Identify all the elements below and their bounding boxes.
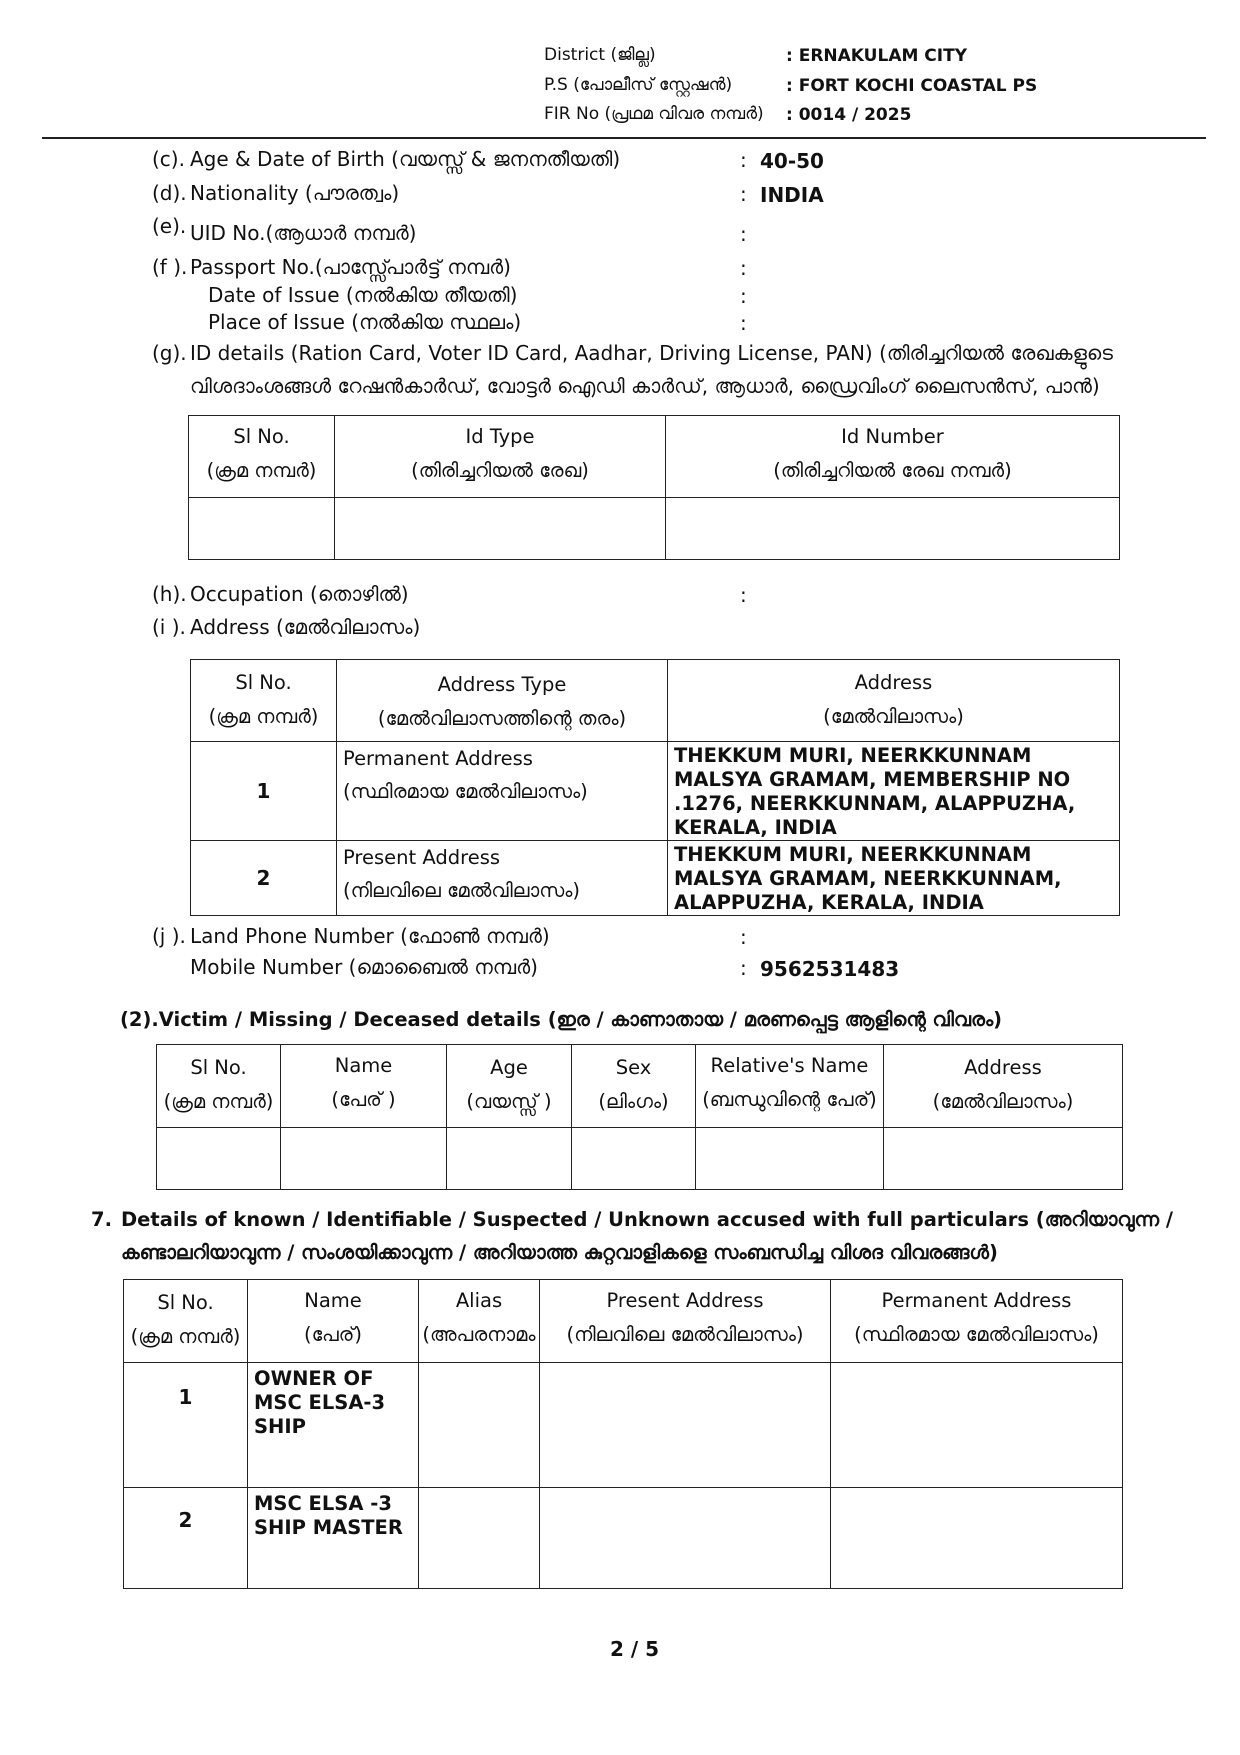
passport-issue-date-label: Date of Issue (നൽകിയ തീയതി): [208, 283, 518, 307]
address-row-2-type: Present Address (നിലവിലെ മേൽവിലാസം): [337, 841, 668, 916]
id-details-marker: (g).: [152, 341, 187, 365]
table-cell: [447, 1128, 572, 1190]
victim-section-title: (2).Victim / Missing / Deceased details (ഇര / കാണാതായ / മരണപ്പെട്ട ആളിന്റെ വിവരം): [120, 1008, 1003, 1031]
accused-section-number: 7.: [91, 1208, 112, 1231]
fir-number-label: FIR No (പ്രഥമ വിവര നമ്പർ): [544, 104, 764, 124]
table-cell: [696, 1128, 884, 1190]
address-row-2-sl: 2: [191, 841, 337, 916]
address-marker: (i ).: [152, 615, 186, 639]
victim-col-address: Address (മേൽവിലാസം): [884, 1045, 1123, 1128]
table-header-row: [189, 416, 1120, 498]
accused-col-permanent-address: Permanent Address (സ്ഥിരമായ മേൽവിലാസം): [831, 1280, 1123, 1363]
passport-colon: :: [740, 256, 747, 280]
passport-label: Passport No.(പാസ്സ്പോർട്ട് നമ്പർ): [190, 255, 511, 279]
address-col-type: Address Type (മേൽവിലാസത്തിന്റെ തരം): [337, 660, 668, 742]
victim-col-sex: Sex (ലിംഗം): [572, 1045, 696, 1128]
id-col-sl: Sl No. (ക്രമ നമ്പർ): [189, 416, 335, 498]
passport-issue-place-label: Place of Issue (നൽകിയ സ്ഥലം): [208, 310, 522, 334]
victim-col-age: Age (വയസ്സ് ): [447, 1045, 572, 1128]
nationality-marker: (d).: [152, 181, 187, 205]
accused-row-1-sl: 1: [124, 1363, 248, 1488]
table-cell: [831, 1363, 1123, 1488]
nationality-value: INDIA: [760, 183, 824, 207]
accused-col-present-address: Present Address (നിലവിലെ മേൽവിലാസം): [540, 1280, 831, 1363]
table-cell: [419, 1363, 540, 1488]
accused-table: [123, 1279, 1123, 1589]
address-row-2-value: THEKKUM MURI, NEERKKUNNAM MALSYA GRAMAM, NEERKKUNNAM, ALAPPUZHA, KERALA, INDIA: [668, 841, 1120, 916]
occupation-marker: (h).: [152, 582, 187, 606]
accused-col-alias: Alias (അപരനാമം: [419, 1280, 540, 1363]
issue-date-colon: :: [740, 284, 747, 308]
address-label: Address (മേൽവിലാസം): [190, 615, 421, 639]
age-colon: :: [740, 148, 747, 172]
passport-marker: (f ).: [152, 255, 188, 279]
accused-section-title-line2: കണ്ടാലറിയാവുന്ന / സംശയിക്കാവുന്ന / അറിയാത്ത കുറ്റവാളികളെ സംബന്ധിച്ച വിശദ വിവരങ്ങൾ): [121, 1241, 998, 1264]
table-row: [124, 1363, 1123, 1488]
id-col-number: Id Number (തിരിച്ചറിയൽ രേഖ നമ്പർ): [666, 416, 1120, 498]
nationality-label: Nationality (പൗരത്വം): [190, 181, 400, 205]
mobile-colon: :: [740, 956, 747, 980]
uid-label: UID No.(ആധാർ നമ്പർ): [190, 221, 417, 245]
age-value: 40-50: [760, 149, 824, 173]
table-row: [191, 841, 1120, 916]
mobile-value: 9562531483: [760, 957, 900, 981]
table-row: [157, 1128, 1123, 1190]
table-cell: [540, 1363, 831, 1488]
age-label: Age & Date of Birth (വയസ്സ് & ജനനതീയതി): [190, 147, 621, 171]
table-header-row: [191, 660, 1120, 742]
id-details-table: [188, 415, 1120, 560]
table-cell: [281, 1128, 447, 1190]
age-marker: (c).: [152, 147, 185, 171]
table-row: [189, 498, 1120, 560]
victim-table: [156, 1044, 1123, 1190]
table-row: [124, 1488, 1123, 1589]
table-cell: [572, 1128, 696, 1190]
district-value: : ERNAKULAM CITY: [786, 46, 968, 66]
table-cell: [189, 498, 335, 560]
accused-row-1-name: OWNER OF MSC ELSA-3 SHIP: [248, 1363, 419, 1488]
victim-col-name: Name (പേര് ): [281, 1045, 447, 1128]
table-header-row: [124, 1280, 1123, 1363]
police-station-value: : FORT KOCHI COASTAL PS: [786, 76, 1038, 96]
land-phone-label: Land Phone Number (ഫോൺ നമ്പർ): [190, 924, 550, 948]
fir-number-value: : 0014 / 2025: [786, 105, 912, 125]
table-cell: [419, 1488, 540, 1589]
occupation-label: Occupation (തൊഴിൽ): [190, 582, 409, 606]
accused-row-2-name: MSC ELSA -3 SHIP MASTER: [248, 1488, 419, 1589]
victim-col-sl: Sl No. (ക്രമ നമ്പർ): [157, 1045, 281, 1128]
table-cell: [884, 1128, 1123, 1190]
table-cell: [540, 1488, 831, 1589]
mobile-label: Mobile Number (മൊബൈൽ നമ്പർ): [190, 955, 538, 979]
id-details-label-line1: ID details (Ration Card, Voter ID Card, Aadhar, Driving License, PAN) (തിരിച്ചറിയൽ രേഖകളുടെ: [190, 341, 1113, 365]
accused-col-name: Name (പേര്): [248, 1280, 419, 1363]
address-col-address: Address (മേൽവിലാസം): [668, 660, 1120, 742]
accused-col-sl: Sl No. (ക്രമ നമ്പർ): [124, 1280, 248, 1363]
page-number: 2 / 5: [610, 1637, 660, 1661]
address-col-sl: Sl No. (ക്രമ നമ്പർ): [191, 660, 337, 742]
accused-row-2-sl: 2: [124, 1488, 248, 1589]
address-row-1-value: THEKKUM MURI, NEERKKUNNAM MALSYA GRAMAM, MEMBERSHIP NO .1276, NEERKKUNNAM, ALAPPUZHA, KERALA, INDIA: [668, 742, 1120, 841]
district-label: District (ജില്ല): [544, 45, 656, 65]
id-details-label-line2: വിശദാംശങ്ങൾ റേഷൻകാർഡ്, വോട്ടർ ഐഡി കാർഡ്, ആധാർ, ഡ്രൈവിംഗ് ലൈസൻസ്, പാൻ): [190, 374, 1100, 398]
land-phone-colon: :: [740, 925, 747, 949]
table-cell: [666, 498, 1120, 560]
nationality-colon: :: [740, 182, 747, 206]
table-cell: [335, 498, 666, 560]
table-cell: [831, 1488, 1123, 1589]
id-col-type: Id Type (തിരിച്ചറിയൽ രേഖ): [335, 416, 666, 498]
police-station-label: P.S (പോലീസ് സ്റ്റേഷൻ): [544, 75, 733, 95]
issue-place-colon: :: [740, 311, 747, 335]
occupation-colon: :: [740, 583, 747, 607]
table-cell: [157, 1128, 281, 1190]
table-row: [191, 742, 1120, 841]
accused-section-title-line1: Details of known / Identifiable / Suspected / Unknown accused with full particulars (അറിയാവുന്ന /: [121, 1208, 1174, 1231]
table-header-row: [157, 1045, 1123, 1128]
uid-marker: (e).: [152, 214, 187, 238]
phone-marker: (j ).: [152, 924, 186, 948]
uid-colon: :: [740, 222, 747, 246]
address-row-1-type: Permanent Address (സ്ഥിരമായ മേൽവിലാസം): [337, 742, 668, 841]
victim-col-relative: Relative's Name (ബന്ധുവിന്റെ പേര്): [696, 1045, 884, 1128]
header-divider: [42, 137, 1206, 139]
address-table: [190, 659, 1120, 916]
address-row-1-sl: 1: [191, 742, 337, 841]
